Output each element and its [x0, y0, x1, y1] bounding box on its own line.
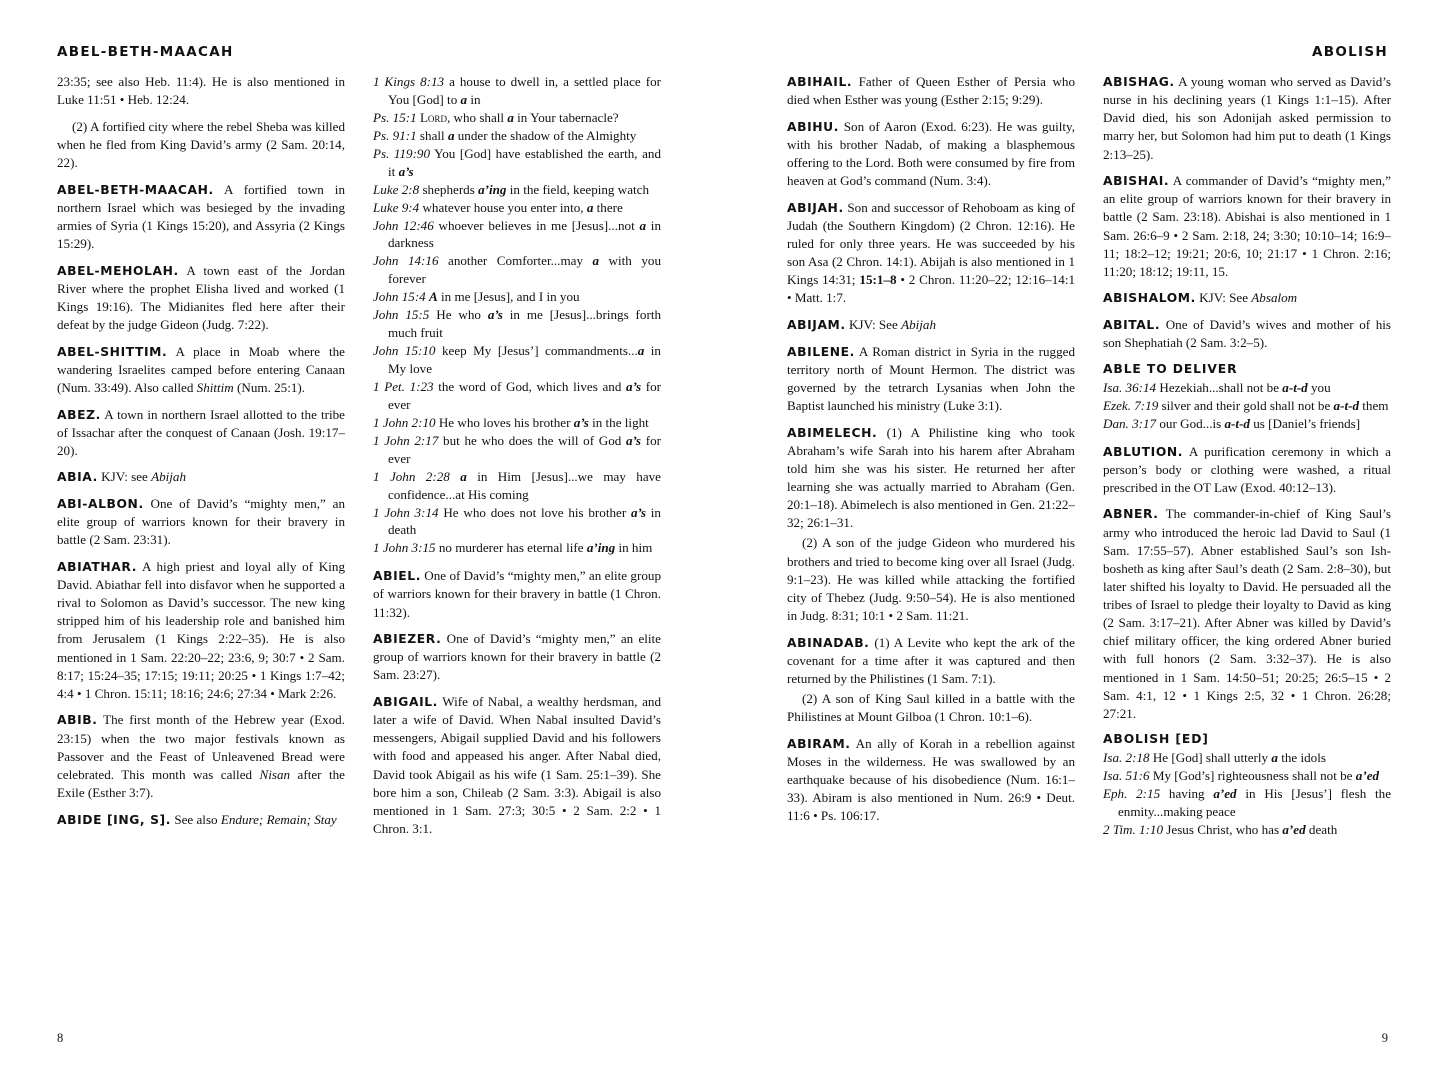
verse-text: having: [1160, 786, 1214, 802]
verse-text: Jesus Christ, who has: [1163, 822, 1283, 838]
entry-body: The commander-in-chief of King Saul’s army who introduced the heroic lad David to Saul (1 Sam. 17:55–57). Abner established Saul’s son Ish-bosheth as king after Saul’s death (2 Sam. 2:8–30), but later shifted his loyalty to David. He persuaded all the tribes of Israel to pledge their loyalty to David as king (2 Sam. 3:17–21). After Abner was killed by David’s chief military officer, the king ordered Abner buried with full honors (2 Sam. 3:32–37). He is also mentioned in 1 Sam. 14:50–51; 20:25; 26:5–15 • 2 Sam. 4:1, 12 • 1 Kings 2:5, 32 • 1 Chron. 26:28; 27:21.: [1103, 506, 1391, 721]
verse-line: [373, 109, 661, 127]
verse-keyword: a’ed: [1355, 768, 1380, 784]
verse-reference: John 15:10: [373, 343, 436, 359]
verse-reference: 1 John 2:28: [373, 468, 450, 484]
verse-text-tail: in: [467, 91, 481, 107]
verse-keyword: a’ed: [1282, 822, 1306, 838]
verse-text: shall: [416, 127, 448, 143]
verse-line: [373, 539, 661, 557]
verse-text-tail: in Him [Jesus]...we may have confidence...at His coming: [388, 468, 661, 502]
verse-reference: 1 Pet. 1:23: [373, 378, 434, 394]
verse-text-tail: you: [1307, 379, 1331, 395]
dictionary-entry: [373, 567, 661, 621]
verse-line: [373, 378, 661, 414]
entry-headword: ABIEZER.: [373, 632, 442, 647]
entry-body: Son and successor of Rehoboam as king of Judah (the Southern Kingdom) (2 Chron. 12:16). He ruled for only three years. He was succeeded by his son Asa (2 Chron. 14:1). Abijah is also mentioned in 1 Kings 14:31;: [787, 199, 1075, 288]
verse-keyword: a: [639, 217, 647, 233]
verse-line: [373, 252, 661, 288]
entry-headword: ABIJAH.: [787, 200, 844, 215]
verse-line: [373, 181, 661, 199]
verse-reference: Luke 2:8: [373, 181, 420, 197]
verse-line: [373, 73, 661, 109]
entry-body: One of David’s “mighty men,” an elite group of warriors known for their bravery in battle (1 Chron. 11:32).: [373, 568, 661, 620]
verse-keyword: A: [429, 289, 438, 305]
verse-text-tail: there: [593, 199, 623, 215]
dictionary-entry: [57, 468, 345, 486]
verse-reference: 1 John 3:15: [373, 540, 436, 556]
entry-body: One of David’s wives and mother of his son Shephatiah (2 Sam. 3:2–5).: [1103, 317, 1391, 351]
verse-keyword: a: [507, 109, 514, 125]
entry-body: A town east of the Jordan River where the prophet Elisha lived and worked (1 Kings 19:16). The Midianites fled here after their defeat by the judge Gideon (Judg. 7:22).: [57, 262, 345, 332]
verse-text: but he who does the will of God: [438, 432, 626, 448]
verse-line: [1103, 821, 1391, 839]
dictionary-entry: [1103, 443, 1391, 497]
verse-reference: 1 Kings 8:13: [373, 74, 445, 89]
verse-line: [1103, 785, 1391, 821]
entry-body: A young woman who served as David’s nurse in his declining years (1 Kings 1:1–15). After David died, his son Adonijah asked permission to marry her, but Solomon had him put to death (1 Kings 2:13–25).: [1103, 74, 1391, 162]
verse-reference: John 12:46: [373, 217, 434, 233]
running-head-left: ABEL-BETH-MAACAH: [57, 44, 234, 60]
dictionary-entry: [787, 343, 1075, 416]
verse-line: [373, 414, 661, 432]
entry-headword: ABIDE [ING, S].: [57, 812, 172, 827]
verse-text-tail: in the light: [588, 414, 649, 430]
verse-reference: John 14:16: [373, 253, 439, 269]
page-number-left: 8: [57, 1031, 64, 1045]
entry-headword: ABIATHAR.: [57, 559, 137, 574]
dictionary-entry: [787, 316, 1075, 334]
column-grid: [0, 73, 1445, 1008]
verse-line: [373, 432, 661, 468]
text-column-4: [1103, 73, 1391, 1008]
verse-text: He who loves his brother: [435, 414, 574, 430]
entry-headword: ABISHAI.: [1103, 174, 1170, 189]
verse-reference: 1 John 3:14: [373, 504, 439, 520]
verse-reference: Luke 9:4: [373, 199, 420, 215]
entry-headword: ABIHAIL.: [787, 75, 853, 89]
entry-sense-2: (2) A son of King Saul killed in a battle with the Philistines at Mount Gilboa (1 Chron. 10:1–6).: [787, 690, 1075, 724]
verse-line: [1103, 415, 1391, 433]
verse-reference: Ps. 15:1: [373, 109, 417, 125]
dictionary-entry: [787, 634, 1075, 688]
verse-text-tail: in him: [615, 540, 653, 556]
verse-reference: John 15:5: [373, 307, 430, 323]
text-column-3: [787, 73, 1075, 1008]
verse-text: You [God] have established the earth, and it: [388, 145, 661, 179]
entry-headword: ABINADAB.: [787, 635, 870, 650]
verse-text: keep My [Jesus’] commandments...: [435, 343, 638, 359]
verse-keyword: a’s: [630, 504, 647, 520]
verse-text-tail: in the field, keeping watch: [506, 181, 650, 197]
verse-line: [373, 288, 661, 306]
entry-headword: ABIHU.: [787, 119, 840, 134]
concordance-heading: ABOLISH [ED]: [1103, 732, 1209, 747]
entry-body: See also: [171, 811, 221, 827]
entry-headword: ABILENE.: [787, 344, 855, 359]
verse-text: our God...is: [1156, 415, 1225, 431]
verse-reference: Eph. 2:15: [1103, 786, 1161, 802]
dictionary-entry: [787, 424, 1075, 533]
verse-text-tail: us [Daniel’s friends]: [1249, 415, 1361, 431]
verse-text-tail: for ever: [388, 378, 661, 412]
entry-body: The first month of the Hebrew year (Exod. 23:15) when the two major festivals known as Passover and the Feast of Unleavened Bread were celebrated. This month was called: [57, 712, 345, 782]
verse-keyword: a’s: [487, 307, 503, 323]
entry-headword: ABEL-MEHOLAH.: [57, 263, 179, 278]
verse-keyword: a-t-d: [1282, 379, 1308, 395]
carryover-sense-2: (2) A fortified city where the rebel Sheba was killed when he fled from King David’s army (2 Sam. 20:14, 22).: [57, 118, 345, 170]
entry-body: KJV: see: [97, 469, 152, 485]
entry-headword: ABIEL.: [373, 569, 421, 584]
dictionary-entry: [1103, 73, 1391, 164]
verse-keyword: a: [460, 91, 468, 107]
entry-body: A place in Moab where the wandering Israelites camped before entering Canaan (Num. 33:49). Also called: [57, 343, 345, 395]
verse-line: [1103, 767, 1391, 785]
entry-cross-reference: Abijah: [151, 469, 187, 485]
entry-headword: ABEL-BETH-MAACAH.: [57, 182, 214, 197]
verse-keyword: a’s: [626, 378, 642, 394]
entry-body: A fortified town in northern Israel which was besieged by the invading armies of Syria (1 Kings 15:20), and Assyria (2 Kings 15:29).: [57, 181, 345, 251]
verse-text: He who: [429, 307, 488, 323]
verse-text-tail: in darkness: [388, 217, 661, 251]
dictionary-entry: [373, 693, 661, 838]
entry-cross-reference: Absalom: [1251, 290, 1298, 306]
dictionary-entry: [57, 558, 345, 703]
entry-headword: ABI-ALBON.: [57, 497, 144, 511]
entry-headword: ABIRAM.: [787, 736, 851, 751]
entry-bold-reference: 15:1–8: [859, 272, 897, 288]
verse-line: [373, 217, 661, 253]
verse-text: Hezekiah...shall not be: [1156, 379, 1283, 395]
entry-body: Wife of Nabal, a wealthy herdsman, and later a wife of David. When Nabal insulted David’s messengers, Abigail supplied David and his followers with food and appeased his anger. After Nabal died, David took Abigail as his wife (1 Sam. 25:1–39). She bore him a son, Chileab (2 Sam. 3:3). Abigail is also mentioned in 1 Sam. 27:3; 30:5 • 2 Sam. 2:2 • 1 Chron. 3:1.: [373, 694, 661, 836]
text-column-2: [373, 73, 661, 1008]
entry-headword: ABIB.: [57, 713, 98, 728]
dictionary-entry: [57, 181, 345, 254]
verse-keyword: a’ed: [1213, 786, 1237, 802]
entry-body: One of David’s “mighty men,” an elite group of warriors known for their bravery in battle (2 Sam. 23:31).: [57, 496, 345, 548]
dictionary-entry: [57, 262, 345, 335]
verse-text: a house to dwell in, a settled place for You [God] to: [388, 74, 661, 107]
verse-keyword: a: [637, 343, 645, 359]
verse-text-tail: under the shadow of the Almighty: [454, 127, 637, 143]
verse-text: silver and their gold shall not be: [1158, 397, 1334, 413]
entry-body: KJV: See: [845, 317, 902, 332]
verse-keyword: a’s: [398, 163, 414, 179]
verse-text-tail: death: [1305, 822, 1338, 838]
entry-body: A town in northern Israel allotted to the tribe of Issachar after the conquest of Canaan (Josh. 19:17–20).: [57, 406, 345, 458]
entry-body-tail: after the Exile (Esther 3:7).: [57, 766, 345, 800]
verse-keyword: a’ing: [586, 540, 616, 556]
verse-keyword: a-t-d: [1333, 397, 1359, 413]
entry-headword: ABITAL.: [1103, 318, 1161, 332]
verse-reference: 1 John 2:10: [373, 414, 436, 430]
verse-keyword: a’ing: [478, 181, 507, 197]
verse-text-tail: the idols: [1277, 750, 1326, 766]
verse-text: He who does not love his brother: [438, 504, 631, 520]
entry-cross-reference: Endure; Remain; Stay: [220, 811, 337, 827]
verse-keyword: a’s: [573, 414, 589, 430]
verse-line: [1103, 397, 1391, 415]
entry-headword: ABIJAM.: [787, 318, 846, 332]
entry-body: One of David’s “mighty men,” an elite group of warriors known for their bravery in battle (2 Sam. 23:27).: [373, 631, 661, 683]
verse-text: the word of God, which lives and: [433, 378, 627, 394]
verse-keyword: a-t-d: [1224, 415, 1250, 431]
entry-body: A purification ceremony in which a person’s body or clothing were washed, a ritual prescribed in the OT Law (Exod. 40:12–13).: [1103, 443, 1391, 495]
verse-line: [373, 504, 661, 540]
entry-body: A commander of David’s “mighty men,” an elite group of warriors known for their bravery in battle (2 Sam. 23:18). Abishai is also mentioned in 1 Sam. 26:6–9 • 2 Sam. 2:18, 24; 3:30; 10:10–14; 16:9–11; 18:2–12; 19:21; 20:6, 10; 21:17 • 1 Chron. 2:16; 11:20; 18:12; 19:11, 15.: [1103, 173, 1391, 279]
verse-text: another Comforter...may: [438, 253, 593, 269]
entry-italic-term: Nisan: [259, 766, 291, 782]
verse-keyword: a: [460, 468, 467, 484]
dictionary-entry: [373, 630, 661, 684]
verse-text-tail: them: [1359, 397, 1389, 413]
running-head-right: ABOLISH: [1312, 44, 1388, 60]
verse-text-tail: in me [Jesus]...brings forth much fruit: [388, 307, 661, 341]
entry-headword: ABIGAIL.: [373, 695, 438, 710]
divine-name-small-caps: Lord: [419, 109, 447, 125]
verse-line: [1103, 749, 1391, 767]
verse-keyword: a: [586, 199, 594, 215]
verse-reference: Dan. 3:17: [1103, 415, 1157, 431]
dictionary-entry: [787, 118, 1075, 191]
verse-text: He [God] shall utterly: [1149, 750, 1272, 766]
entry-body-tail: (Num. 25:1).: [233, 379, 306, 395]
entry-cross-reference: Abijah: [901, 317, 936, 332]
dictionary-entry: [1103, 316, 1391, 352]
dictionary-entry: [57, 495, 345, 549]
concordance-heading: ABLE TO DELIVER: [1103, 361, 1238, 376]
dictionary-entry: [787, 735, 1075, 826]
verse-text: whatever house you enter into,: [419, 199, 587, 215]
dictionary-entry: [57, 406, 345, 460]
verse-line: [373, 306, 661, 342]
entry-headword: ABEZ.: [57, 407, 101, 422]
verse-reference: Ps. 91:1: [373, 127, 417, 143]
verse-reference: 1 John 2:17: [373, 432, 439, 448]
dictionary-entry: [57, 343, 345, 397]
verse-text-tail: in Your tabernacle?: [513, 109, 619, 125]
verse-reference: John 15:4: [373, 289, 426, 305]
verse-text: shepherds: [419, 181, 479, 197]
verse-keyword: a: [1271, 750, 1278, 766]
verse-reference: Isa. 36:14: [1103, 379, 1157, 395]
entry-headword: ABISHAG.: [1103, 75, 1175, 89]
verse-text: no murderer has eternal life: [435, 540, 587, 556]
entry-body-tail: • 2 Chron. 11:20–22; 12:16–14:1 • Matt. 1:7.: [787, 272, 1075, 306]
verse-reference: Ps. 119:90: [373, 145, 431, 161]
verse-reference: Isa. 2:18: [1103, 750, 1150, 766]
verse-line: [373, 145, 661, 181]
entry-body: Son of Aaron (Exod. 6:23). He was guilty, with his brother Nadab, of making a blasphemous offering to the Lord. Both were consumed by fire from heaven at God’s command (Num. 3:4).: [787, 118, 1075, 189]
verse-keyword: a’s: [626, 432, 642, 448]
verse-text-tail: in My love: [388, 343, 661, 376]
entry-cross-reference: Shittim: [196, 379, 234, 395]
entry-body: Father of Queen Esther of Persia who died when Esther was young (Esther 2:15; 9:29).: [787, 74, 1075, 108]
entry-body: KJV: See: [1195, 290, 1252, 306]
verse-text: [450, 469, 460, 484]
verse-text-tail: for ever: [388, 432, 661, 466]
verse-text: whoever believes in me [Jesus]...not: [433, 217, 640, 233]
verse-text: , who shall: [446, 109, 508, 125]
verse-line: [373, 468, 661, 504]
entry-body: (1) A Levite who kept the ark of the covenant for a time after it was captured and then returned by the Philistines (1 Sam. 7:1).: [787, 634, 1075, 686]
verse-keyword: a: [447, 127, 455, 143]
entry-headword: ABISHALOM.: [1103, 291, 1196, 306]
verse-text-tail: in me [Jesus], and I in you: [437, 289, 580, 305]
entry-headword: ABIA.: [57, 470, 98, 485]
dictionary-entry: [787, 73, 1075, 109]
verse-text-tail: in death: [388, 504, 661, 538]
verse-text: My [God’s] righteousness shall not be: [1149, 768, 1356, 784]
verse-line: [373, 342, 661, 378]
verse-reference: 2 Tim. 1:10: [1103, 822, 1164, 838]
verse-line: [373, 127, 661, 145]
dictionary-entry: [1103, 289, 1391, 307]
entry-headword: ABLUTION.: [1103, 444, 1184, 459]
entry-body: A high priest and loyal ally of King David. Abiathar fell into disfavor when he supported a rival to Solomon as David’s successor. The new king stripped him of his leadership role and banished him from Jerusalem (1 Kings 2:22–35). He is also mentioned in 1 Sam. 22:20–22; 23:6, 9; 30:7 • 2 Sam. 8:17; 15:24–35; 17:15; 19:11; 20:25 • 1 Kings 1:7–42; 4:4 • 1 Chron. 15:11; 18:16; 24:6; 27:34 • Mark 2:26.: [57, 558, 345, 701]
dictionary-entry: [1103, 172, 1391, 281]
dictionary-entry: [1103, 505, 1391, 723]
verse-text-tail: with you forever: [388, 253, 661, 287]
dictionary-entry: [57, 811, 345, 829]
verse-line: [373, 199, 661, 217]
verse-keyword: a: [592, 253, 600, 269]
text-column-1: [57, 73, 345, 1008]
entry-body: An ally of Korah in a rebellion against Moses in the wilderness. He was swallowed by an earthquake because of his disobedience (Num. 16:1–33). Abiram is also mentioned in Num. 26:9 • Deut. 11:6 • Ps. 106:17.: [787, 735, 1075, 824]
verse-reference: Isa. 51:6: [1103, 768, 1150, 784]
carryover-paragraph: 23:35; see also Heb. 11:4). He is also mentioned in Luke 11:51 • Heb. 12:24.: [57, 74, 345, 108]
verse-reference: Ezek. 7:19: [1103, 397, 1159, 413]
entry-body: A Roman district in Syria in the rugged territory north of Mount Hermon. The district was governed by the tetrarch Lysanias when John the Baptist launched his ministry (Luke 3:1).: [787, 343, 1075, 413]
verse-line: [1103, 379, 1391, 397]
entry-body: (1) A Philistine king who took Abraham’s wife Sarah into his harem after Abraham told him she was his sister. He returned her after learning she was actually married to Abraham (Gen. 20:1–18). Abimelech is also mentioned in Gen. 21:22–32; 26:1–31.: [787, 424, 1075, 531]
page-number-right: 9: [1381, 1031, 1388, 1045]
entry-sense-2: (2) A son of the judge Gideon who murdered his brothers and tried to become king over all Israel (Judg. 9:1–23). He was killed while attacking the fortified city of Thebez (Judg. 9:50–54). He is also mentioned in Judg. 8:31; 10:1 • 2 Sam. 11:21.: [787, 535, 1075, 623]
entry-headword: ABNER.: [1103, 507, 1159, 522]
dictionary-entry: [787, 199, 1075, 308]
verse-text-tail: in His [Jesus’] flesh the enmity...making peace: [1118, 786, 1391, 820]
dictionary-entry: [57, 711, 345, 802]
entry-headword: ABIMELECH.: [787, 425, 878, 440]
entry-headword: ABEL-SHITTIM.: [57, 344, 168, 359]
